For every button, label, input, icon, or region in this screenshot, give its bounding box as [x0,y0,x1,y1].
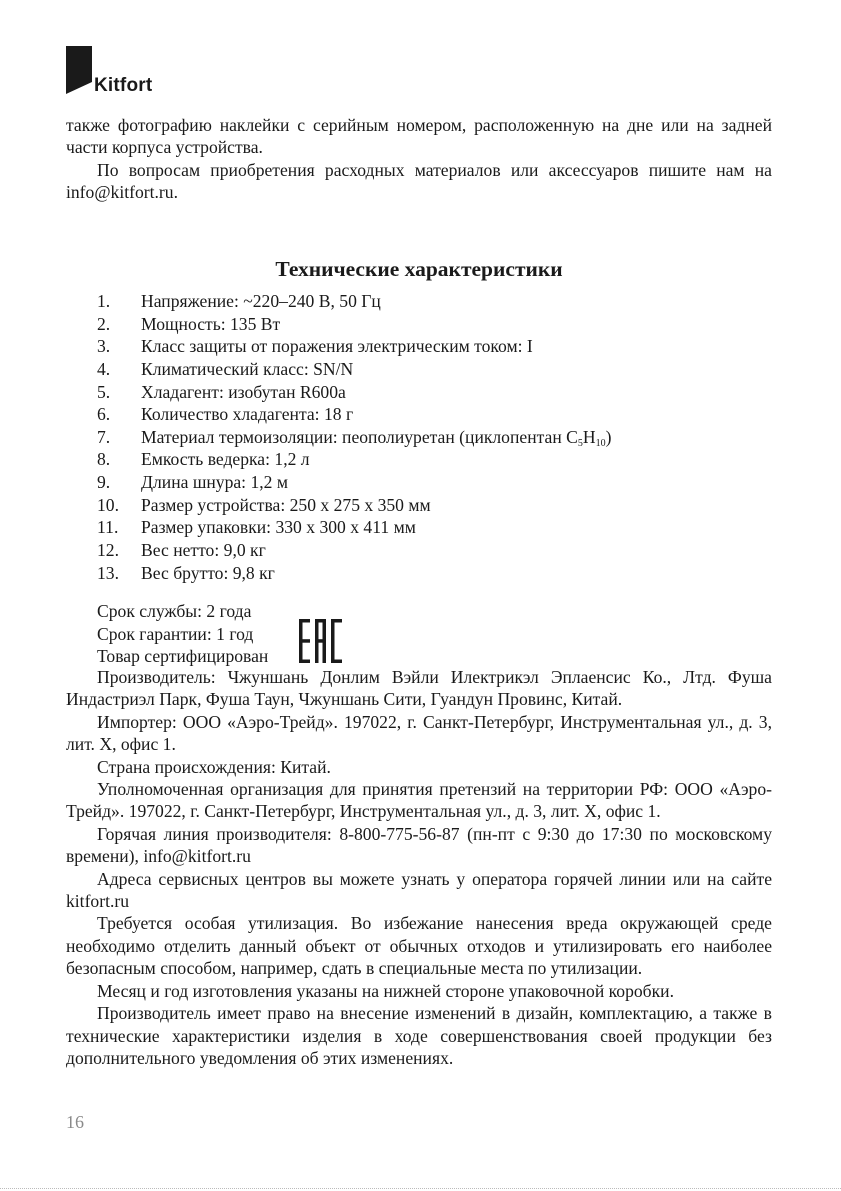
service-centers-paragraph: Адреса сервисных центров вы можете узнать у оператора горячей линии или на сайте kitfort.ru [66,868,772,912]
hotline-paragraph: Горячая линия производителя: 8-800-775-56-87 (пн-пт с 9:30 до 17:30 по московскому времени), info@kitfort.ru [66,823,772,867]
page-number: 16 [66,1112,84,1132]
service-life: Срок службы: 2 года [97,601,252,621]
intro-text [66,114,772,204]
kitfort-logo-icon [66,46,92,94]
manufacturer-paragraph: Производитель: Чжуншань Донлим Вэйли Илектрикэл Эплаенсис Ко., Лтд. Фуша Индастриэл Парк, Фуша Таун, Чжуншань Сити, Гуандун Провинс, Китай. [66,667,772,710]
disposal-paragraph: Требуется особая утилизация. Во избежание нанесения вреда окружающей среде необходимо отделить данный объект от обычных отходов и утилизировать его наиболее безопасным способом, например, сдать в специальные места по утилизации. [66,913,772,979]
changes-paragraph: Производитель имеет право на внесение изменений в дизайн, комплектацию, а также в технические характеристики изделия в ходе совершенствования своей продукции без дополнительного уведомления об этих изменениях. [66,1003,772,1068]
eac-mark-icon [299,619,343,663]
specs-title: Технические характеристики [275,257,563,281]
brand-name: Kitfort [94,75,153,96]
importer-paragraph: Импортер: ООО «Аэро-Трейд». 197022, г. Санкт-Петербург, Инструментальная ул., д. 3, лит. Х, офис 1. [66,711,772,755]
warranty-period: Срок гарантии: 1 год [97,623,254,644]
manufacture-date-paragraph: Месяц и год изготовления указаны на нижней стороне упаковочной коробки. [97,980,674,1001]
authorized-org-paragraph: Уполномоченная организация для принятия претензий на территории РФ: ООО «Аэро-Трейд». 197022, г. Санкт-Петербург, Инструментальная ул., д. 3, лит. Х, офис 1. [66,779,772,822]
certification-block [97,600,268,668]
certified-label: Товар сертифицирован [97,646,269,667]
origin-paragraph: Страна происхождения: Китай. [97,756,331,777]
intro-paragraph-1: также фотографию наклейки с серийным номером, расположенную на дне или на задней части корпуса устройства. [66,115,772,158]
legal-info [66,666,772,1069]
intro-paragraph-2: По вопросам приобретения расходных материалов или аксессуаров пишите нам на info@kitfort.ru. [66,159,772,203]
page-edge-divider [0,1188,841,1189]
